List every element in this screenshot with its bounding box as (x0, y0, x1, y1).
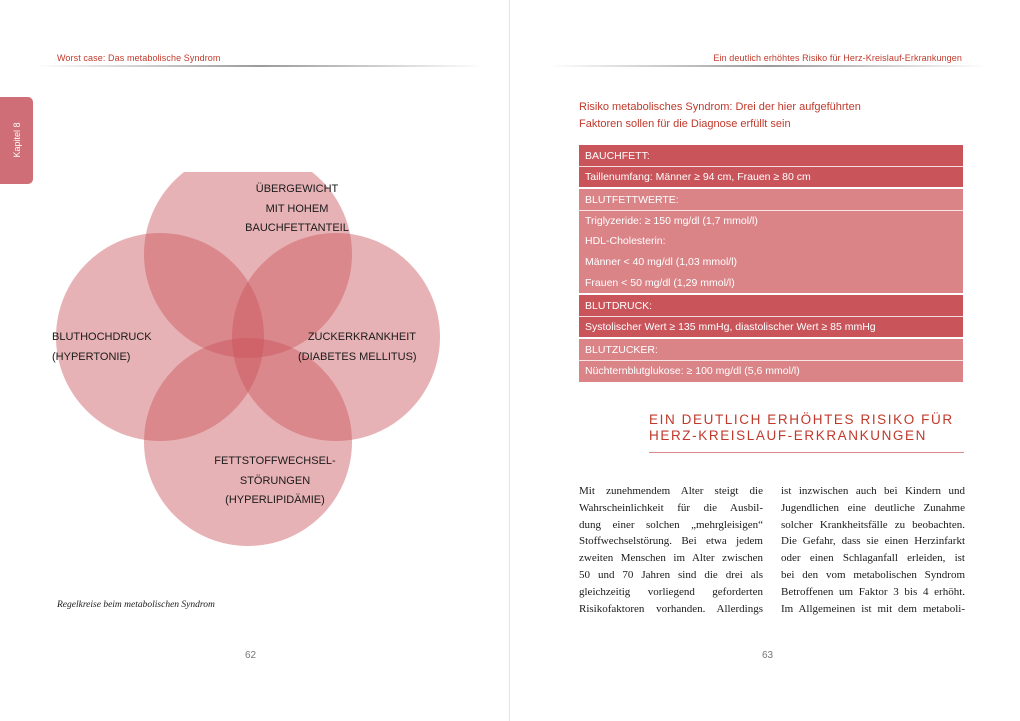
criteria-line: Systolischer Wert ≥ 135 mmHg, diastolischer Wert ≥ 85 mmHg (585, 320, 876, 333)
criteria-intro (579, 99, 939, 133)
venn-label-line: STÖRUNGEN (239, 474, 311, 487)
page-number-left: 62 (245, 650, 257, 661)
body-line: Stoffwechselstörung. Bei etwa jedem (579, 535, 763, 548)
chapter-tab-label: Kapitel 8 (12, 122, 22, 158)
body-column-1 (579, 483, 763, 617)
criteria-line: HDL-Cholesterin: (585, 235, 666, 248)
criteria-line: Männer < 40 mg/dl (1,03 mmol/l) (585, 255, 738, 268)
running-head-right: Ein deutlich erhöhtes Risiko für Herz-Kreislauf-Erkrankungen (713, 53, 962, 63)
criteria-line: Triglyzeride: ≥ 150 mg/dl (1,7 mmol/l) (585, 214, 758, 227)
intro-line: Faktoren sollen für die Diagnose erfüllt sein (579, 118, 791, 130)
criteria-heading: BLUTDRUCK: (579, 296, 963, 317)
venn-label-bottom (175, 452, 375, 511)
header-rule-left (35, 65, 485, 67)
section-title-rule (649, 452, 964, 453)
venn-label-top (197, 180, 397, 239)
body-line: Jugendlichen eine deutliche Zunahme (781, 501, 965, 514)
criteria-group-bauchfett (579, 145, 963, 187)
criteria-heading: BAUCHFETT: (579, 146, 963, 167)
venn-label-line: (DIABETES MELLITUS) (298, 350, 417, 363)
venn-label-left (52, 328, 182, 367)
right-page (510, 0, 1020, 721)
section-title-line: HERZ-KREISLAUF-ERKRANKUNGEN (649, 428, 927, 443)
body-line: Im Allgemeinen ist mit dem metaboli- (781, 602, 965, 615)
venn-diagram (50, 172, 450, 552)
body-line: zweiten Menschen im Alter zwischen (579, 552, 763, 565)
chapter-tab (0, 97, 33, 184)
criteria-heading: BLUTFETTWERTE: (579, 190, 963, 211)
body-column-2 (781, 483, 965, 617)
body-line: Risikofaktoren vorhanden. Allerdings (579, 602, 763, 615)
venn-label-line: MIT HOHEM (265, 202, 329, 215)
body-line: Wahrscheinlichkeit für die Ausbil- (579, 501, 763, 514)
criteria-line: Frauen < 50 mg/dl (1,29 mmol/l) (585, 276, 735, 289)
criteria-group-blutdruck (579, 293, 963, 337)
body-line: ist inzwischen auch bei Kindern und (781, 485, 965, 497)
venn-label-line: ÜBERGEWICHT (255, 183, 339, 195)
criteria-line: Taillenumfang: Männer ≥ 94 cm, Frauen ≥ 80 cm (585, 170, 811, 183)
figure-caption: Regelkreise beim metabolischen Syndrom (57, 600, 215, 610)
criteria-heading: BLUTZUCKER: (579, 340, 963, 361)
venn-label-line: (HYPERTONIE) (52, 350, 131, 363)
venn-circle-bottom (144, 338, 352, 546)
section-title (649, 412, 964, 444)
header-rule-right (548, 65, 988, 67)
body-line: oder einen Schlaganfall erleiden, ist (781, 552, 965, 565)
intro-line: Risiko metabolisches Syndrom: Drei der hier aufgeführten (579, 101, 861, 113)
venn-label-line: ZUCKERKRANKHEIT (307, 331, 416, 343)
page-number-right: 63 (762, 650, 774, 661)
body-line: Betroffenen um Faktor 3 bis 4 erhöht. (781, 585, 965, 598)
criteria-table (579, 145, 963, 382)
body-line: Die Gefahr, dass sie einen Herzinfarkt (781, 535, 965, 548)
body-line: 50 und 70 Jahren sind die drei als (579, 568, 763, 581)
criteria-group-blutfettwerte (579, 187, 963, 293)
section-title-line: EIN DEUTLICH ERHÖHTES RISIKO FÜR (649, 412, 954, 427)
body-line: dung einer solchen „mehrgleisigen“ (579, 518, 763, 531)
body-line: bei den vom metabolischen Syndrom (781, 568, 965, 581)
venn-label-line: FETTSTOFFWECHSEL- (214, 455, 336, 467)
criteria-group-blutzucker (579, 337, 963, 381)
running-head-left: Worst case: Das metabolische Syndrom (57, 53, 221, 63)
venn-label-right (298, 328, 416, 367)
venn-label-line: BAUCHFETTANTEIL (245, 222, 349, 234)
criteria-line: Nüchternblutglukose: ≥ 100 mg/dl (5,6 mmol/l) (585, 364, 800, 377)
body-line: Mit zunehmendem Alter steigt die (579, 485, 763, 497)
venn-label-line: (HYPERLIPIDÄMIE) (225, 494, 325, 506)
body-line: solcher Krankheitsfälle zu beobachten. (781, 518, 965, 531)
venn-label-line: BLUTHOCHDRUCK (52, 331, 152, 343)
body-line: gleichzeitig vorliegend geforderten (579, 585, 763, 598)
